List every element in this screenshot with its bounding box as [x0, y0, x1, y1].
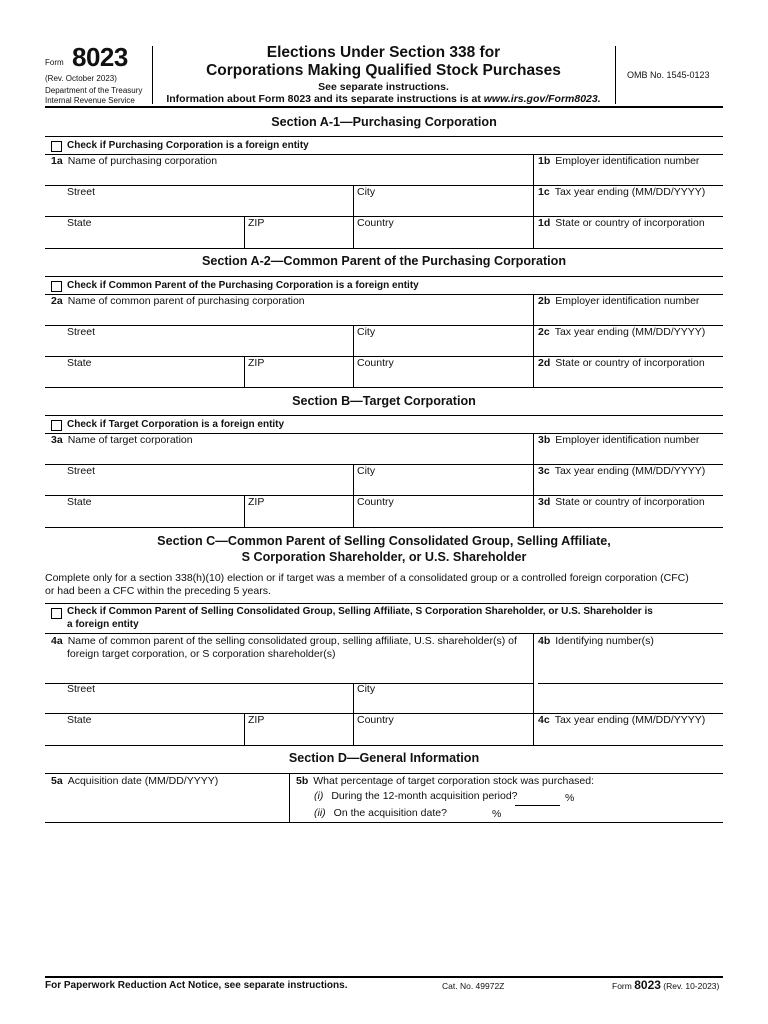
line-4c-input[interactable] — [555, 727, 724, 745]
section-c-city-input[interactable] — [357, 696, 533, 714]
line-1b-label: 1b Employer identification number — [538, 155, 700, 167]
line-2d-label: 2d State or country of incorporation — [538, 357, 705, 369]
section-c-zip-input[interactable] — [248, 727, 354, 745]
line-4b-input-2[interactable] — [555, 690, 724, 708]
rule — [45, 745, 723, 746]
form-word: Form — [45, 58, 64, 67]
rule — [45, 415, 723, 416]
section-b-zip-input[interactable] — [248, 509, 354, 527]
country-label: Country — [357, 714, 394, 726]
line-3c-label: 3c Tax year ending (MM/DD/YYYY) — [538, 465, 706, 477]
department: Department of the Treasury — [45, 86, 143, 95]
line-5b-ii-input[interactable] — [448, 807, 494, 823]
line-2b-input[interactable] — [555, 308, 724, 326]
line-2b-label: 2b Employer identification number — [538, 295, 700, 307]
col-divider — [244, 713, 245, 745]
line-1c-input[interactable] — [555, 199, 724, 217]
section-a2-state-input[interactable] — [66, 370, 245, 388]
line-5b-i-label: (i) During the 12-month acquisition period? — [314, 790, 518, 802]
col-divider — [533, 154, 534, 248]
section-c-state-input[interactable] — [66, 727, 245, 745]
line-3b-label: 3b Employer identification number — [538, 434, 700, 446]
section-a1-title: Section A-1—Purchasing Corporation — [271, 115, 497, 129]
city-label: City — [357, 186, 376, 198]
section-c-intro — [45, 572, 689, 598]
section-a1-foreign-checkbox[interactable] — [51, 141, 62, 152]
rule — [45, 248, 723, 249]
section-c-country-input[interactable] — [357, 727, 533, 745]
section-a2-foreign-label: Check if Common Parent of the Purchasing Corporation is a foreign entity — [67, 280, 419, 291]
line-5b-i-input[interactable] — [515, 790, 563, 806]
rule — [45, 527, 723, 528]
section-c-foreign-checkbox[interactable] — [51, 608, 62, 619]
section-b-state-input[interactable] — [66, 509, 245, 527]
form-title — [152, 44, 615, 80]
line-1b-input[interactable] — [555, 168, 724, 186]
section-c-title — [0, 533, 768, 565]
section-c-intro-line-1: Complete only for a section 338(h)(10) election or if target was a member of a consolidated group or a controlled foreign corporation (CFC) — [45, 572, 689, 584]
section-c-title-line-2: S Corporation Shareholder, or U.S. Shareholder — [241, 550, 527, 564]
section-a2-city-input[interactable] — [357, 339, 533, 357]
line-1a-input[interactable] — [66, 168, 530, 186]
rule — [538, 683, 723, 684]
col-divider — [533, 633, 534, 745]
info-line — [152, 93, 615, 105]
section-b-foreign-label: Check if Target Corporation is a foreign entity — [67, 419, 285, 430]
section-a2-street-input[interactable] — [66, 339, 355, 357]
col-divider — [244, 356, 245, 387]
agency: Internal Revenue Service — [45, 96, 135, 105]
section-b-street-input[interactable] — [66, 478, 355, 496]
rule — [45, 822, 723, 823]
line-4a-input[interactable] — [66, 663, 530, 681]
state-label: State — [67, 714, 92, 726]
line-1d-input[interactable] — [555, 230, 724, 248]
line-2a-label: 2a Name of common parent of purchasing corporation — [51, 295, 305, 307]
section-c-intro-line-2: or had been a CFC within the preceding 5 years. — [45, 585, 271, 597]
rule — [45, 276, 723, 277]
section-c-foreign-label — [67, 606, 653, 631]
line-1c-label: 1c Tax year ending (MM/DD/YYYY) — [538, 186, 706, 198]
footer-form-id: Form 8023 (Rev. 10-2023) — [612, 978, 720, 992]
form-revision: (Rev. October 2023) — [45, 74, 117, 83]
line-5b-ii-percent: % — [492, 808, 502, 820]
section-a1-top-rule — [45, 136, 723, 137]
section-c-title-line-1: Section C—Common Parent of Selling Consolidated Group, Selling Affiliate, — [157, 534, 611, 548]
section-a2-country-input[interactable] — [357, 370, 533, 388]
form-title-line-1: Elections Under Section 338 for — [266, 44, 501, 61]
line-4b-label: 4b Identifying number(s) — [538, 635, 654, 647]
line-2a-input[interactable] — [66, 308, 530, 326]
rule — [515, 805, 560, 806]
line-5b-i-percent: % — [565, 792, 575, 804]
col-divider — [289, 773, 290, 822]
line-3d-label: 3d State or country of incorporation — [538, 496, 705, 508]
line-2d-input[interactable] — [555, 370, 724, 388]
section-a1-foreign-label: Check if Purchasing Corporation is a foreign entity — [67, 140, 309, 151]
line-3a-input[interactable] — [66, 447, 530, 465]
see-instructions: See separate instructions. — [318, 81, 449, 93]
line-1d-label: 1d State or country of incorporation — [538, 217, 705, 229]
zip-label: ZIP — [248, 217, 265, 229]
rule — [45, 387, 723, 388]
rule — [45, 683, 533, 684]
section-a1-zip-input[interactable] — [248, 230, 354, 248]
form-number: 8023 — [72, 42, 128, 72]
col-divider — [244, 495, 245, 527]
city-label: City — [357, 326, 376, 338]
line-5a-label: 5a Acquisition date (MM/DD/YYYY) — [51, 775, 219, 787]
country-label: Country — [357, 357, 394, 369]
section-a2-foreign-checkbox[interactable] — [51, 281, 62, 292]
section-d-title: Section D—General Information — [288, 751, 480, 765]
city-label: City — [357, 465, 376, 477]
section-a1-city-input[interactable] — [357, 199, 533, 217]
zip-label: ZIP — [248, 496, 265, 508]
rule — [45, 773, 723, 774]
line-5b-label: 5b What percentage of target corporation stock was purchased: — [296, 775, 595, 787]
col-divider — [533, 433, 534, 527]
line-4c-label: 4c Tax year ending (MM/DD/YYYY) — [538, 714, 706, 726]
line-3c-input[interactable] — [555, 478, 724, 496]
city-label: City — [357, 683, 376, 695]
paperwork-notice: For Paperwork Reduction Act Notice, see separate instructions. — [45, 980, 348, 991]
country-label: Country — [357, 217, 394, 229]
header-divider-right — [615, 46, 616, 104]
line-5a-input[interactable] — [66, 795, 285, 813]
rule — [45, 633, 723, 634]
street-label: Street — [67, 465, 96, 477]
section-b-country-input[interactable] — [357, 509, 533, 527]
section-c-street-input[interactable] — [66, 696, 355, 714]
rule — [45, 603, 723, 604]
street-label: Street — [67, 683, 96, 695]
info-prefix: Information about Form 8023 and its separate instructions is at — [166, 93, 484, 105]
omb-number: OMB No. 1545-0123 — [627, 70, 710, 80]
line-4a-label: 4a Name of common parent of the selling consolidated group, selling affiliate, U.S. shareholder(s) of foreign target corporation, or S corporation shareholder(s) — [51, 635, 517, 660]
header-bottom-rule — [45, 106, 723, 108]
line-5b-ii-label: (ii) On the acquisition date? — [314, 807, 447, 819]
line-3b-input[interactable] — [555, 447, 724, 465]
col-divider — [244, 216, 245, 248]
country-label: Country — [357, 496, 394, 508]
section-b-foreign-checkbox[interactable] — [51, 420, 62, 431]
section-b-city-input[interactable] — [357, 478, 533, 496]
street-label: Street — [67, 326, 96, 338]
zip-label: ZIP — [248, 357, 265, 369]
section-a2-title: Section A-2—Common Parent of the Purchasing Corporation — [201, 254, 567, 268]
catalog-number: Cat. No. 49972Z — [442, 981, 505, 991]
line-3a-label: 3a Name of target corporation — [51, 434, 193, 446]
state-label: State — [67, 217, 92, 229]
line-2c-input[interactable] — [555, 339, 724, 357]
state-label: State — [67, 496, 92, 508]
street-label: Street — [67, 186, 96, 198]
section-c-foreign-label-line-2: a foreign entity — [67, 618, 139, 630]
zip-label: ZIP — [248, 714, 265, 726]
form-title-line-2: Corporations Making Qualified Stock Purchases — [206, 62, 561, 79]
section-a1-street-input[interactable] — [66, 199, 355, 217]
section-a1-state-input[interactable] — [66, 230, 245, 248]
col-divider — [533, 294, 534, 387]
line-4b-input[interactable] — [555, 650, 724, 668]
line-3d-input[interactable] — [555, 509, 724, 527]
line-2c-label: 2c Tax year ending (MM/DD/YYYY) — [538, 326, 706, 338]
state-label: State — [67, 357, 92, 369]
section-b-title: Section B—Target Corporation — [292, 394, 476, 408]
section-a2-zip-input[interactable] — [248, 370, 354, 388]
line-1a-label: 1a Name of purchasing corporation — [51, 155, 218, 167]
section-c-foreign-label-line-1: Check if Common Parent of Selling Consolidated Group, Selling Affiliate, S Corporation Shareholder, or U.S. Shareholder is — [67, 606, 653, 617]
section-a1-country-input[interactable] — [357, 230, 533, 248]
info-url-link[interactable]: www.irs.gov/Form8023. — [483, 93, 601, 105]
